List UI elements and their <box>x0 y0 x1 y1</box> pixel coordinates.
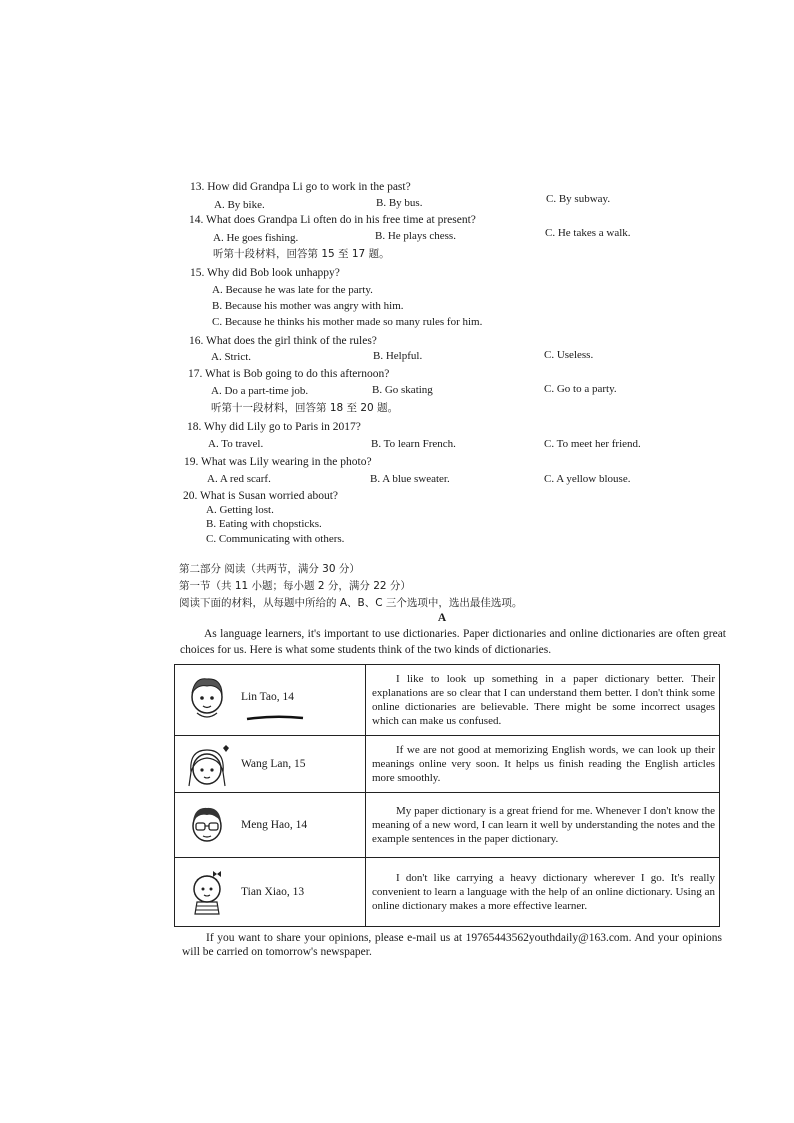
question-20-option-c: C. Communicating with others. <box>206 533 345 545</box>
question-17-option-b: B. Go skating <box>372 384 433 396</box>
student-name: Wang Lan, 15 <box>241 758 306 770</box>
question-18-option-b: B. To learn French. <box>371 438 456 450</box>
question-19-option-a: A. A red scarf. <box>207 473 271 485</box>
student-opinion <box>366 736 720 793</box>
question-20-option-b: B. Eating with chopsticks. <box>206 518 322 530</box>
opinion-text: I don't like carrying a heavy dictionary wherever I go. It's really convenient to learn a language with the help of an online dictionary. Using an online dictionary makes a more effective learner. <box>372 872 715 912</box>
student-cell <box>175 858 366 927</box>
question-14-option-a: A. He goes fishing. <box>213 232 299 244</box>
student-cell <box>175 665 366 736</box>
question-14-option-c: C. He takes a walk. <box>545 227 631 239</box>
footer-note: If you want to share your opinions, please e-mail us at 19765443562youthdaily@163.com. And your opinions will be carried on tomorrow's newspaper. <box>182 932 722 958</box>
girl-with-bow-icon <box>183 864 231 918</box>
student-name: Lin Tao, 14 <box>241 691 294 703</box>
question-16-option-a: A. Strict. <box>211 351 252 363</box>
student-cell <box>175 793 366 858</box>
question-13-option-c: C. By subway. <box>546 193 611 205</box>
question-13-stem: 13. How did Grandpa Li go to work in the past? <box>190 181 411 193</box>
question-18-option-c: C. To meet her friend. <box>544 438 641 450</box>
opinion-text: I like to look up something in a paper dictionary better. Their explanations are so clear that I can understand them better. I don't think some online dictionaries are believable. There might be some incorrect usages which can make us confused. <box>372 673 715 727</box>
section-one-title: 第一节（共 11 小题；每小题 2 分，满分 22 分） <box>179 580 411 592</box>
boy-cartoon-icon <box>183 671 231 725</box>
opinion-text: My paper dictionary is a great friend for me. Whenever I don't know the meaning of a new word, I can learn it well by understanding the notes and the example sentences in the paper dictionary. <box>372 805 715 845</box>
pen-stroke-mark <box>245 713 305 723</box>
question-19-option-c: C. A yellow blouse. <box>544 473 631 485</box>
table-row <box>175 665 720 736</box>
instruction-passage-11: 听第十一段材料，回答第 18 至 20 题。 <box>211 402 399 414</box>
girl-cartoon-icon <box>183 742 231 796</box>
question-16-option-b: B. Helpful. <box>373 350 423 362</box>
reading-instruction: 阅读下面的材料，从每题中所给的 A、B、C 三个选项中，选出最佳选项。 <box>179 597 523 609</box>
student-opinions-table <box>174 664 720 927</box>
question-15-stem: 15. Why did Bob look unhappy? <box>190 267 340 279</box>
opinion-text: If we are not good at memorizing English words, we can look up their meanings online very soon. It helps us finish reading the English articles more smoothly. <box>372 744 715 784</box>
student-opinion <box>366 858 720 927</box>
question-17-stem: 17. What is Bob going to do this afternoon? <box>188 368 390 380</box>
table-row <box>175 858 720 927</box>
question-20-option-a: A. Getting lost. <box>206 504 274 516</box>
question-13-option-a: A. By bike. <box>214 199 265 211</box>
student-opinion <box>366 793 720 858</box>
student-opinion <box>366 665 720 736</box>
question-16-option-c: C. Useless. <box>544 349 594 361</box>
table-row <box>175 736 720 793</box>
question-14-option-b: B. He plays chess. <box>375 230 456 242</box>
passage-intro: As language learners, it's important to use dictionaries. Paper dictionaries and online dictionaries are often great choices for us. Here is what some students think of the two kinds of dictionaries. <box>180 628 726 656</box>
question-19-stem: 19. What was Lily wearing in the photo? <box>184 456 372 468</box>
question-16-stem: 16. What does the girl think of the rules? <box>189 335 377 347</box>
question-14-stem: 14. What does Grandpa Li often do in his free time at present? <box>189 214 476 226</box>
question-15-option-c: C. Because he thinks his mother made so many rules for him. <box>212 316 483 328</box>
question-17-option-c: C. Go to a party. <box>544 383 617 395</box>
boy-with-glasses-icon <box>183 799 231 853</box>
question-17-option-a: A. Do a part-time job. <box>211 385 309 397</box>
question-20-stem: 20. What is Susan worried about? <box>183 490 339 502</box>
question-18-option-a: A. To travel. <box>208 438 264 450</box>
question-15-option-b: B. Because his mother was angry with him. <box>212 300 404 312</box>
question-15-option-a: A. Because he was late for the party. <box>212 284 373 296</box>
table-row <box>175 793 720 858</box>
student-name: Tian Xiao, 13 <box>241 886 305 898</box>
part-two-title: 第二部分 阅读（共两节，满分 30 分） <box>179 563 360 575</box>
instruction-passage-10: 听第十段材料，回答第 15 至 17 题。 <box>213 248 390 260</box>
student-name: Meng Hao, 14 <box>241 819 308 831</box>
passage-label: A <box>437 612 447 624</box>
question-19-option-b: B. A blue sweater. <box>370 473 450 485</box>
question-13-option-b: B. By bus. <box>376 197 423 209</box>
student-cell <box>175 736 366 793</box>
question-18-stem: 18. Why did Lily go to Paris in 2017? <box>187 421 361 433</box>
